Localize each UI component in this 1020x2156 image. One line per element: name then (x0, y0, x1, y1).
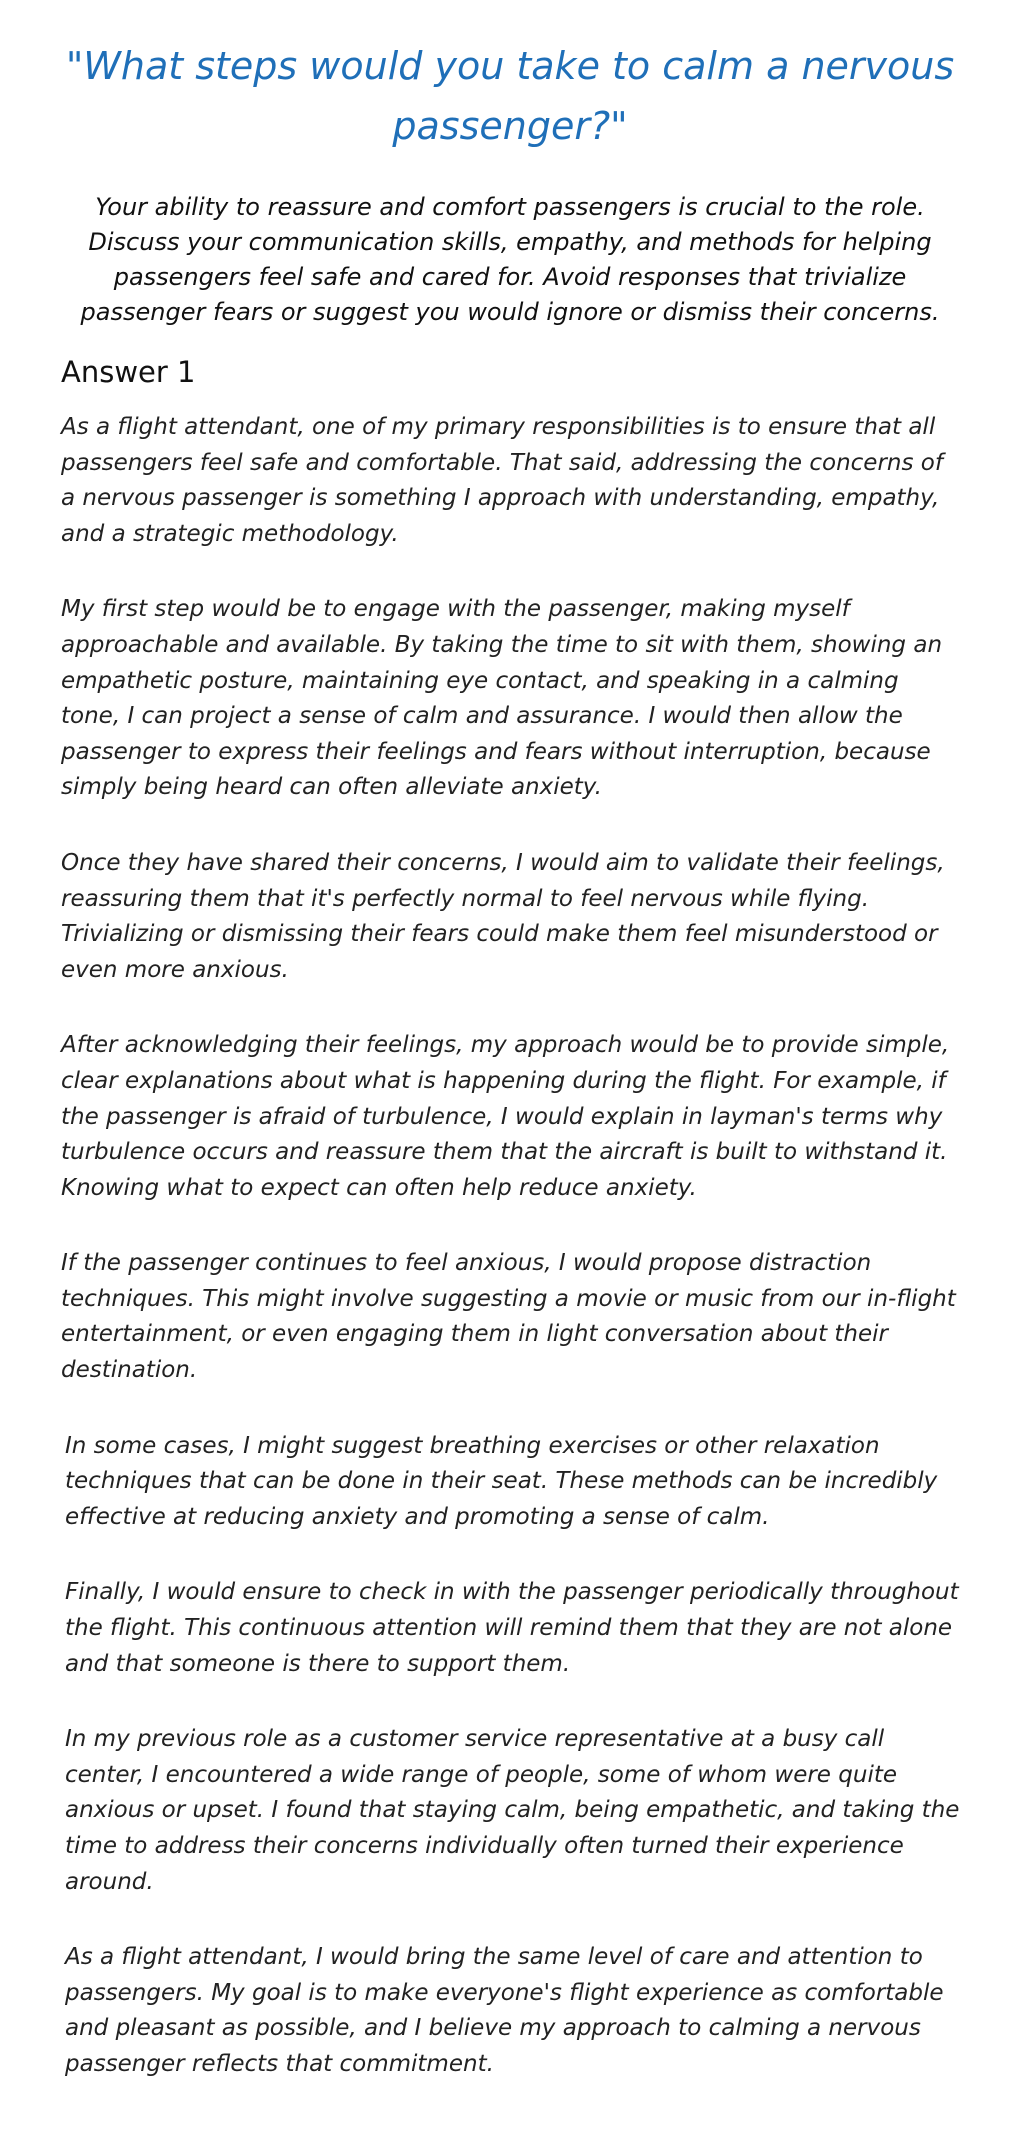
answer-paragraph: In my previous role as a customer service representative at a busy call center, I encountered a wide range of people, some of whom were quite anxious or upset. I found that staying calm, being empathetic, and taking the time to address their concerns individually often turned their experience around. (65, 1726, 960, 1895)
answer-paragraph: My first step would be to engage with the passenger, making myself approachable and available. By taking the time to sit with them, showing an empathetic posture, maintaining eye contact, and speaking in a calming tone, I can project a sense of calm and assurance. I would then allow the passenger to express their feelings and fears without interruption, because simply being heard can often alleviate anxiety. (61, 596, 943, 801)
answer-paragraph: In some cases, I might suggest breathing exercises or other relaxation techniques that can be done in their seat. These methods can be incredibly effective at reducing anxiety and promoting a sense of calm. (65, 1432, 938, 1530)
answer-body (0, 410, 1020, 2083)
interview-question-page (0, 36, 1020, 2083)
answer-paragraph: After acknowledging their feelings, my approach would be to provide simple, clear explanations about what is happening during the flight. For example, if the passenger is afraid of turbulence, I would explain in layman's terms why turbulence occurs and reassure them that the aircraft is built to withstand it. Knowing what to expect can often help reduce anxiety. (61, 1032, 950, 1201)
answer-paragraph: If the passenger continues to feel anxious, I would propose distraction techniques. This might involve suggesting a movie or music from our in-flight entertainment, or even engaging them in light conversation about their destination. (61, 1250, 956, 1384)
answer-paragraph: Finally, I would ensure to check in with the passenger periodically throughout the flight. This continuous attention will remind them that they are not alone and that someone is there to support them. (65, 1579, 959, 1677)
question-guidance: Your ability to reassure and comfort passengers is crucial to the role. Discuss your communication skills, empathy, and methods for helping passengers feel safe and cared for. Avoid responses that trivialize passenger fears or suggest you would ignore or dismiss their concerns. (80, 193, 940, 326)
answer-heading: Answer 1 (61, 355, 196, 389)
answer-paragraph: Once they have shared their concerns, I would aim to validate their feelings, reassuring them that it's perfectly normal to feel nervous while flying. Trivializing or dismissing their fears could make them feel misunderstood or even more anxious. (61, 849, 945, 983)
question-title: "What steps would you take to calm a nervous passenger?" (65, 44, 955, 148)
answer-paragraph: As a flight attendant, one of my primary responsibilities is to ensure that all passengers feel safe and comfortable. That said, addressing the concerns of a nervous passenger is something I approach with understanding, empathy, and a strategic methodology. (61, 414, 943, 547)
answer-paragraph: As a flight attendant, I would bring the same level of care and attention to passengers. My goal is to make everyone's flight experience as comfortable and pleasant as possible, and I believe my approach to calming a nervous passenger reflects that commitment. (65, 1944, 944, 2077)
